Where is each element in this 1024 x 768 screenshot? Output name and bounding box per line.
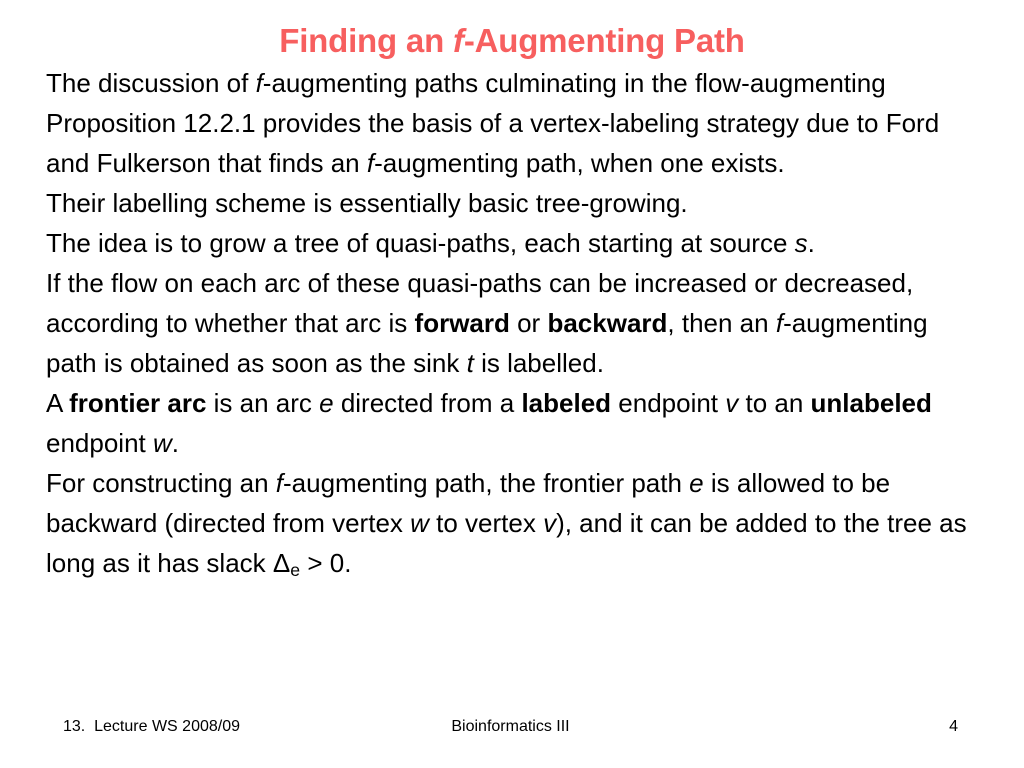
slide-title: Finding an f-Augmenting Path	[279, 22, 745, 59]
paragraph-frontier-arc: A frontier arc is an arc e directed from a labeled endpoint v to an unlabeled endpoint w.	[46, 388, 932, 458]
paragraph-constructing-path: For constructing an f-augmenting path, the frontier path e is allowed to be backward (directed from vertex w to vertex v), and it can be added to the tree as long as it has slack $\Delta_e > 0$.	[46, 468, 967, 580]
footer-course-label: Bioinformatics III	[451, 718, 570, 735]
footer-lecture-label: 13. Lecture WS 2008/09	[63, 718, 240, 735]
paragraph-intro: The discussion of f-augmenting paths culminating in the flow-augmenting Proposition 12.2.1 provides the basis of a vertex-labeling strategy due to Ford and Fulkerson that finds an f-augmenting path, when one exists.	[46, 68, 940, 178]
paragraph-tree-growing: The idea is to grow a tree of quasi-paths, each starting at source s. If the flow on each arc of these quasi-paths can be increased or decreased, according to whether that arc is forward or backward, then an f-augmenting path is obtained as soon as the sink t is labelled.	[46, 228, 928, 378]
paragraph-labelling-scheme: Their labelling scheme is essentially basic tree-growing.	[46, 188, 688, 218]
footer-page-number: 4	[949, 718, 958, 735]
slide-footer	[63, 718, 958, 736]
slide-body	[46, 63, 986, 590]
